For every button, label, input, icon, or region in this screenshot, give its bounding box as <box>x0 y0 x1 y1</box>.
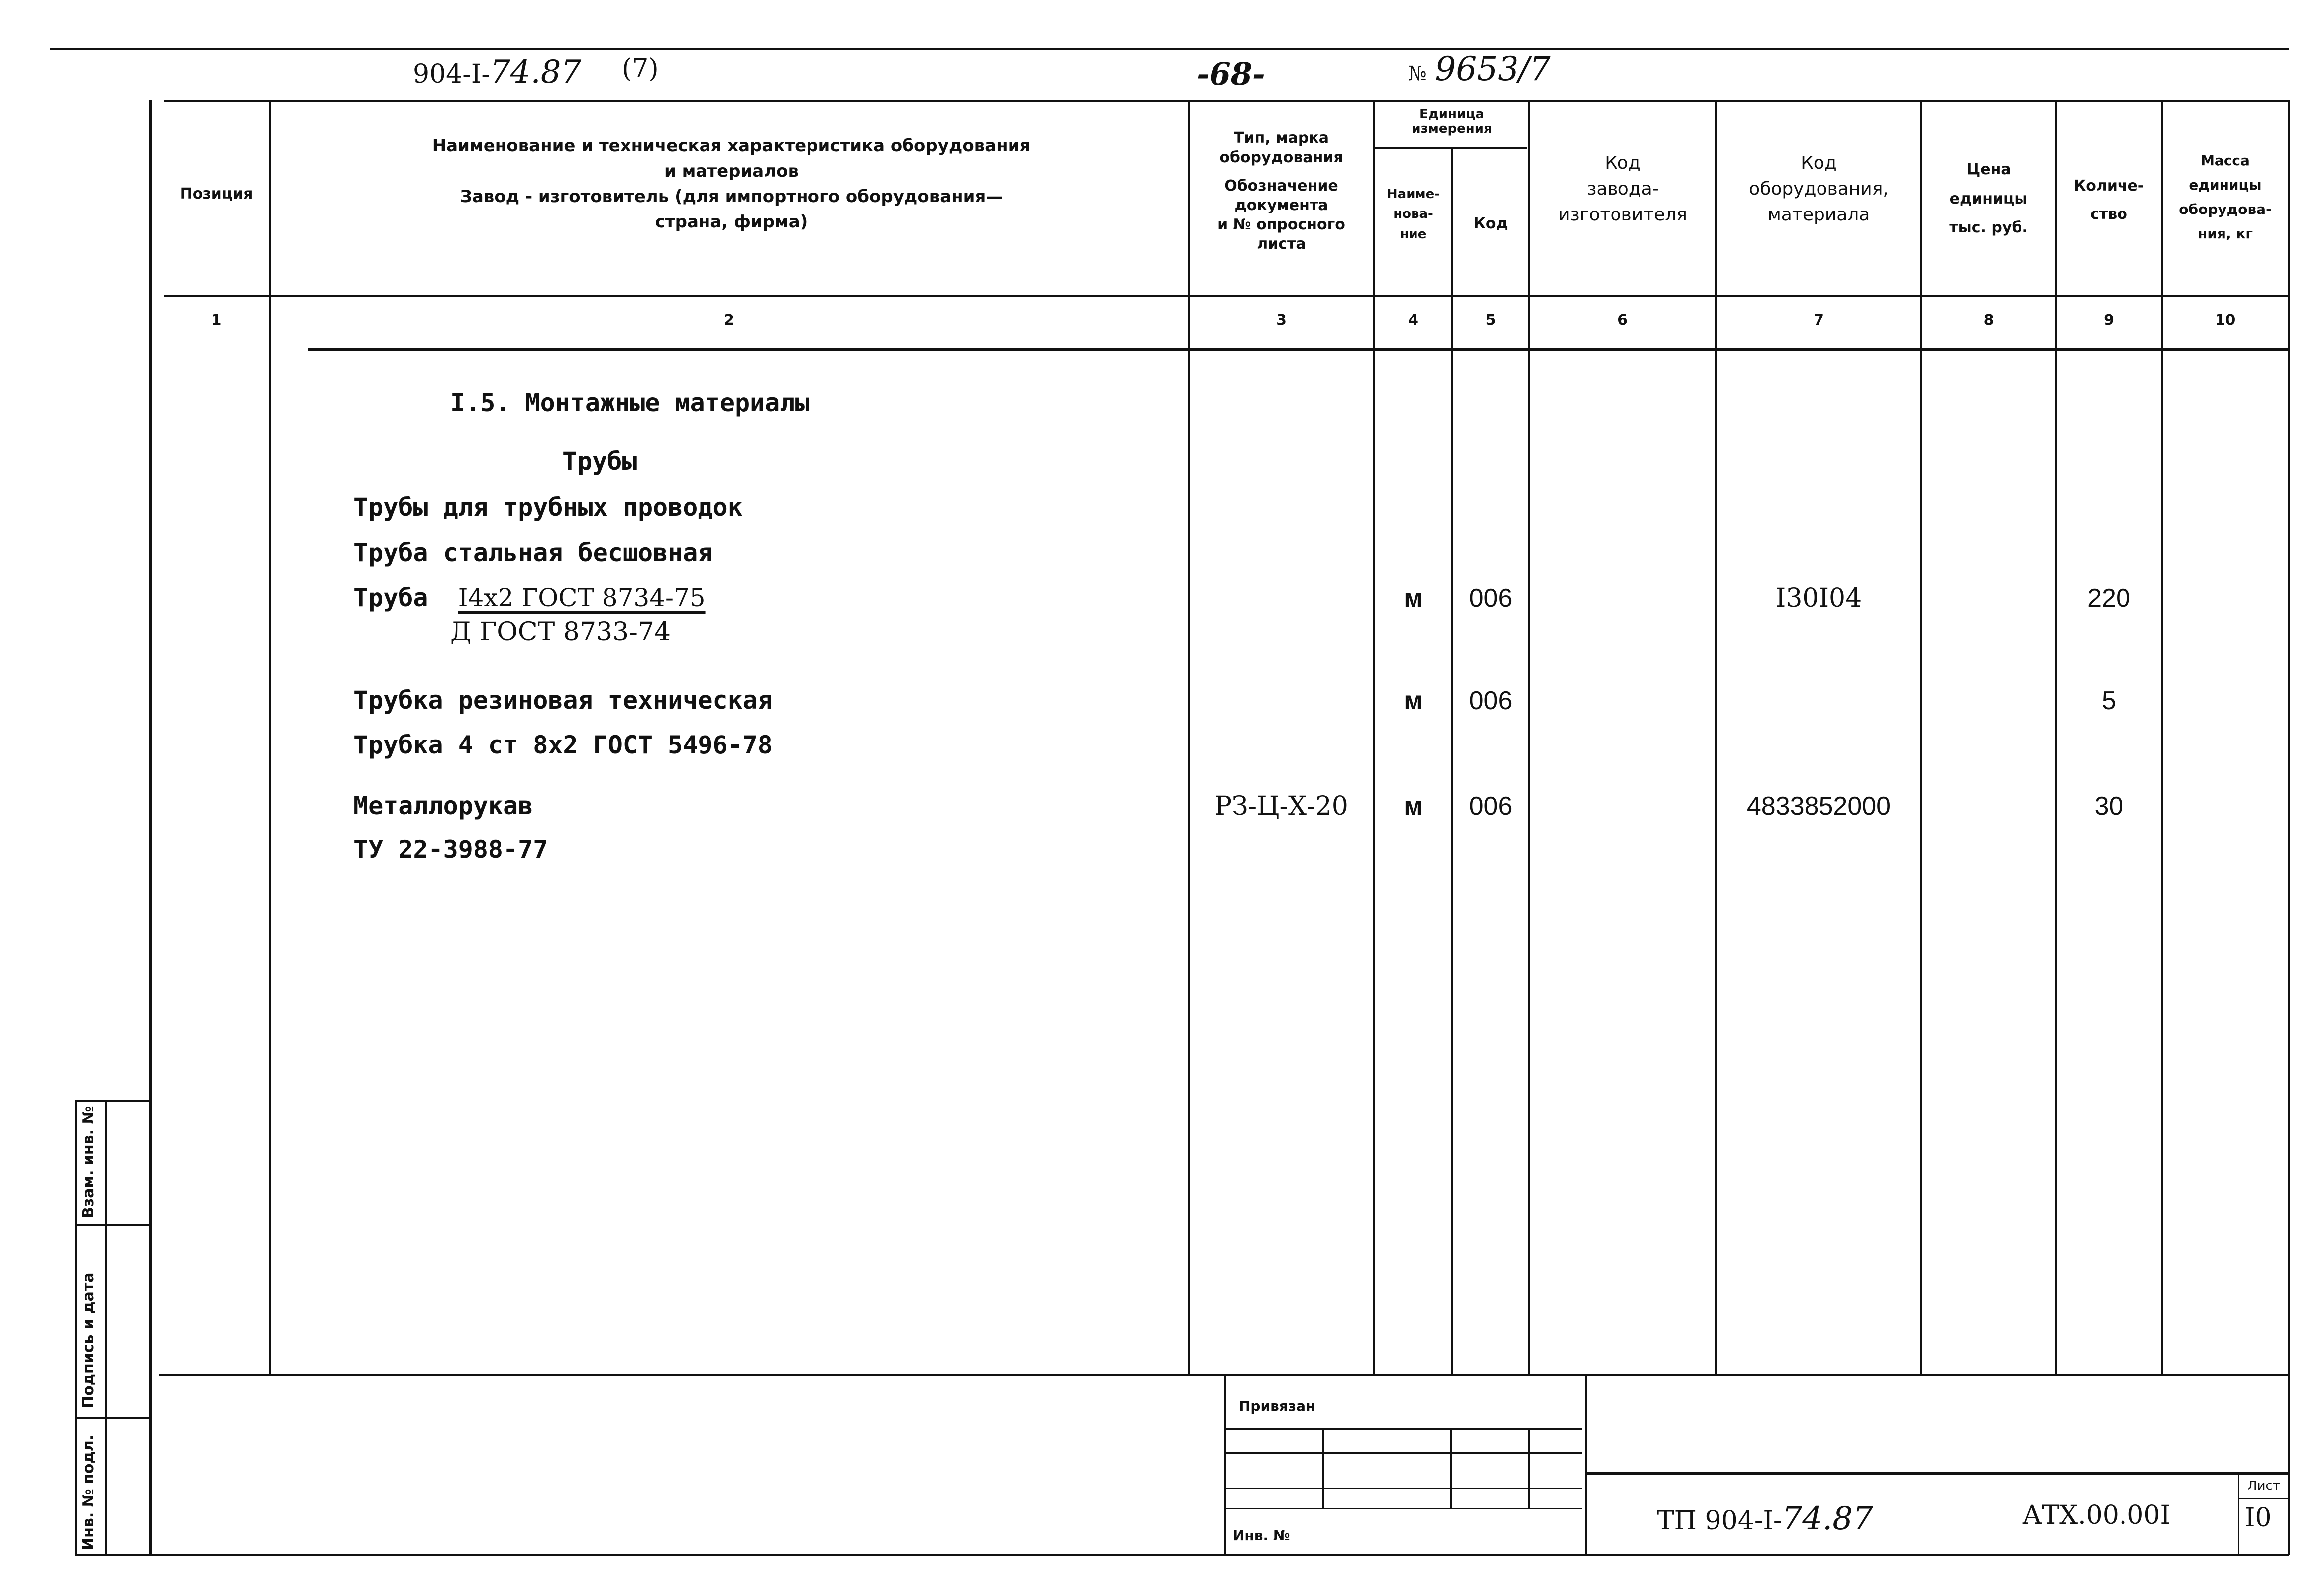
header-name-l1: Наименование и техническая характеристика оборудования <box>432 136 1031 156</box>
item2-name: Трубка резиновая техническая <box>353 686 773 715</box>
colnum-3: 3 <box>1276 312 1287 329</box>
colnum-5: 5 <box>1485 312 1496 329</box>
frame-right-line <box>2288 100 2290 1555</box>
header-material-l2: оборудования, <box>1749 179 1889 200</box>
stamp-row-4 <box>1226 1508 1582 1509</box>
col-line-5 <box>1528 100 1530 1374</box>
header-material-code <box>1717 150 1920 228</box>
col-line-6 <box>1715 100 1717 1374</box>
header-type <box>1190 128 1373 254</box>
item1-unit: м <box>1404 584 1423 613</box>
col-line-8 <box>2055 100 2057 1374</box>
header-material-l1: Код <box>1801 153 1837 173</box>
item3-spec: ТУ 22-3988-77 <box>353 835 548 864</box>
header-type-l2: оборудования <box>1219 149 1343 166</box>
section-title: I.5. Монтажные материалы <box>450 388 810 417</box>
header-unit-name-l3: ние <box>1400 226 1427 242</box>
colnum-1: 1 <box>211 312 222 329</box>
doc-part: (7) <box>622 54 659 84</box>
header-price <box>1922 155 2055 243</box>
header-quantity-l1: Количе- <box>2073 177 2144 195</box>
inventory-number <box>1408 50 1551 88</box>
colnum-bottom-line <box>308 348 2289 351</box>
item1-spec: I4x2 ГОСТ 8734-75 <box>458 583 706 612</box>
item3-type: РЗ-Ц-Х-20 <box>1214 791 1348 821</box>
header-mass-l2: единицы <box>2189 177 2262 193</box>
col-line-2 <box>1188 100 1190 1374</box>
item1-prefix: Труба <box>353 583 428 612</box>
header-factory-l1: Код <box>1605 153 1641 173</box>
header-price-l2: единицы <box>1949 190 2028 208</box>
sheet-box-left <box>2238 1474 2239 1554</box>
header-mass <box>2163 148 2288 246</box>
item3-unit: м <box>1404 792 1423 821</box>
colnum-9: 9 <box>2104 312 2114 329</box>
header-unit-group <box>1375 107 1528 136</box>
sheet-label: Лист <box>2247 1479 2280 1493</box>
side-stamp-row-1 <box>75 1224 149 1226</box>
header-type-l3: Обозначение <box>1224 177 1338 195</box>
doc-hand: 74.87 <box>490 54 582 91</box>
item1-material-code: I30I04 <box>1775 583 1862 613</box>
header-material-l3: материала <box>1767 205 1870 225</box>
stamp-col-1 <box>1322 1428 1324 1508</box>
line-steel-pipe: Труба стальная бесшовная <box>353 538 713 567</box>
header-mass-l3: оборудова- <box>2179 201 2272 217</box>
frame-top-line <box>50 48 2289 50</box>
header-position: Позиция <box>180 185 253 203</box>
header-quantity-l2: ство <box>2090 206 2127 223</box>
colnum-4: 4 <box>1408 312 1418 329</box>
header-name-l2: и материалов <box>664 161 799 181</box>
header-type-l5: и № опросного <box>1217 216 1345 233</box>
header-unit-l1: Единица <box>1419 107 1484 122</box>
header-mass-l1: Масса <box>2201 152 2250 169</box>
side-podpis-data: Подпись и дата <box>80 1272 97 1408</box>
side-stamp-row-2 <box>75 1417 149 1419</box>
col-line-9 <box>2161 100 2163 1374</box>
number-prefix: № <box>1408 62 1427 85</box>
item1-code: 006 <box>1469 584 1513 613</box>
stamp-inv-no: Инв. № <box>1233 1527 1290 1544</box>
item3-material-code: 4833852000 <box>1746 792 1891 821</box>
page-number-hand: -68- <box>1197 56 1265 92</box>
stamp-privyazan: Привязан <box>1239 1398 1315 1414</box>
header-unit-l2: измерения <box>1412 121 1492 136</box>
header-type-l6: листа <box>1257 235 1306 253</box>
header-factory-code <box>1530 150 1715 228</box>
item1-name <box>353 583 706 612</box>
item3-quantity: 30 <box>2094 792 2123 821</box>
col-line-1 <box>269 100 271 1374</box>
colnum-10: 10 <box>2215 312 2236 329</box>
side-stamp-divider <box>105 1102 107 1554</box>
header-unit-name-l1: Наиме- <box>1386 187 1440 202</box>
col-line-3 <box>1373 100 1375 1374</box>
sheet-number: I0 <box>2245 1503 2272 1533</box>
stamp-col-2 <box>1450 1428 1452 1508</box>
item2-code: 006 <box>1469 686 1513 715</box>
col-line-4 <box>1451 147 1453 1374</box>
header-factory-l3: изготовителя <box>1558 205 1687 225</box>
colnum-2: 2 <box>724 312 734 329</box>
title-block-top <box>1585 1472 2289 1475</box>
doc-number-top <box>413 54 581 91</box>
frame-bottom-line <box>75 1554 2289 1556</box>
item2-unit: м <box>1404 686 1423 715</box>
item3-name: Металлорукав <box>353 791 533 820</box>
header-unit-name-l2: нова- <box>1393 207 1433 222</box>
stamp-doc-hand: 74.87 <box>1782 1500 1873 1537</box>
doc-prefix: 904-I- <box>413 59 490 89</box>
line-pipes-for: Трубы для трубных проводок <box>353 493 743 522</box>
stamp-col-3 <box>1528 1428 1530 1508</box>
item3-code: 006 <box>1469 792 1513 821</box>
header-price-l3: тыс. руб. <box>1949 219 2028 236</box>
header-unit-name <box>1375 184 1451 244</box>
table-top-line <box>164 100 2289 102</box>
number-hand: 9653/7 <box>1435 50 1551 88</box>
colnum-6: 6 <box>1617 312 1628 329</box>
colnum-8: 8 <box>1983 312 1994 329</box>
header-type-l1: Тип, марка <box>1234 129 1329 147</box>
item2-spec: Трубка 4 ст 8x2 ГОСТ 5496-78 <box>353 731 773 759</box>
stamp-code: АТХ.00.00I <box>2022 1500 2171 1530</box>
item2-quantity: 5 <box>2102 686 2116 715</box>
stamp-doc-number <box>1657 1500 1873 1537</box>
subsection-title: Трубы <box>562 447 637 476</box>
header-price-l1: Цена <box>1966 161 2011 178</box>
item1-quantity: 220 <box>2087 584 2130 613</box>
header-unit-code: Код <box>1473 215 1508 232</box>
header-quantity <box>2057 172 2161 228</box>
colnum-7: 7 <box>1814 312 1824 329</box>
unit-group-line <box>1373 147 1527 149</box>
item1-spec2: Д ГОСТ 8733-74 <box>450 617 671 647</box>
side-inv-podl: Инв. № подл. <box>80 1434 97 1550</box>
side-vzam-inv: Взам. инв. № <box>80 1106 97 1218</box>
col-line-7 <box>1920 100 1922 1374</box>
header-factory-l2: завода- <box>1587 179 1659 200</box>
stamp-doc-prefix: ТП 904-I- <box>1657 1506 1782 1536</box>
header-name <box>279 133 1184 235</box>
header-name-l3: Завод - изготовитель (для импортного оборудования— <box>460 187 1003 207</box>
header-bottom-line <box>164 295 2289 297</box>
header-type-l4: документа <box>1234 197 1328 214</box>
header-mass-l4: ния, кг <box>2198 225 2253 242</box>
header-name-l4: страна, фирма) <box>655 212 808 232</box>
sheet-box-mid <box>2238 1498 2289 1499</box>
